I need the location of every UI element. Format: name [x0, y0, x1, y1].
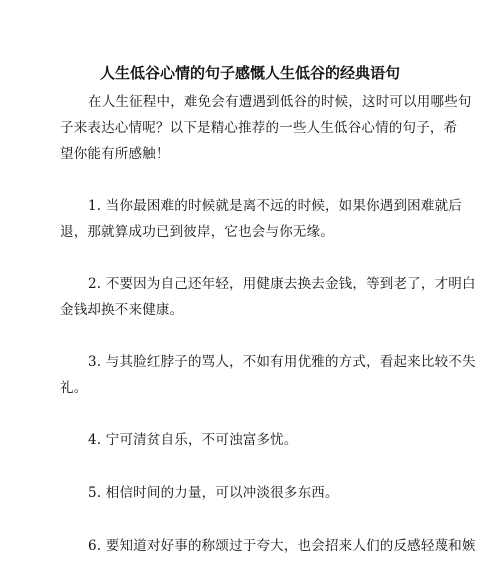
intro-line-1: 在人生征程中，难免会有遭遇到低谷的时候，这时可以用哪些句 [88, 94, 472, 110]
item-2-line-1: 2. 不要因为自己还年轻，用健康去换去金钱，等到老了，才明白 [88, 276, 476, 292]
item-4-line-1: 4. 宁可清贫自乐，不可浊富多忧。 [88, 432, 298, 448]
item-1-line-2: 退，那就算成功已到彼岸，它也会与你无缘。 [60, 224, 334, 240]
item-3-line-2: 礼。 [60, 380, 88, 396]
intro-line-2: 子来表达心情呢？以下是精心推荐的一些人生低谷心情的句子，希 [60, 120, 458, 136]
item-6-line-1: 6. 要知道对好事的称颂过于夸大，也会招来人们的反感轻蔑和嫉 [88, 538, 476, 554]
item-2-line-2: 金钱却换不来健康。 [60, 302, 184, 318]
document-title: 人生低谷心情的句子感慨人生低谷的经典语句 [99, 64, 400, 82]
intro-line-3: 望你能有所感触！ [60, 146, 170, 162]
item-3-line-1: 3. 与其脸红脖子的骂人，不如有用优雅的方式，看起来比较不失 [88, 354, 476, 370]
item-1-line-1: 1. 当你最困难的时候就是离不远的时候，如果你遇到困难就后 [88, 198, 462, 214]
item-5-line-1: 5. 相信时间的力量，可以冲淡很多东西。 [88, 485, 339, 501]
